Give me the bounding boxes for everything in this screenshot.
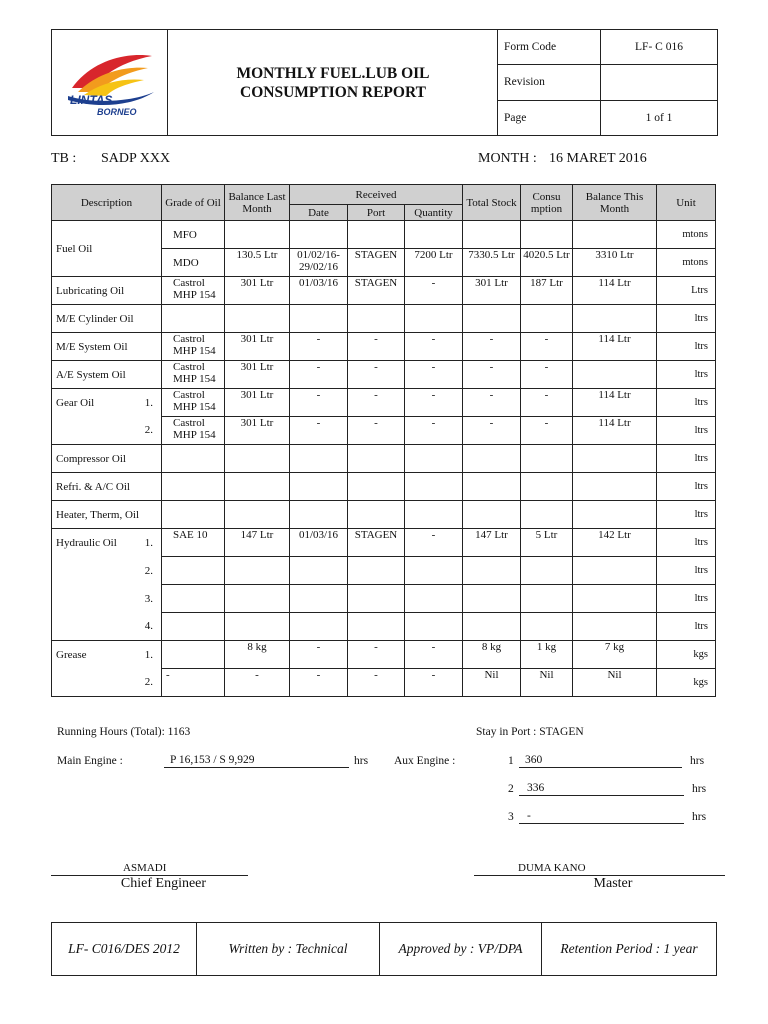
cell-grade: Castrol MHP 154 [162, 277, 225, 305]
cell-unit: kgs [657, 641, 716, 669]
table-row [52, 641, 716, 669]
revision-label: Revision [498, 65, 601, 100]
cell-grade: SAE 10 [162, 529, 225, 557]
cell-consumption: 187 Ltr [521, 277, 573, 305]
table-row [52, 417, 716, 445]
cell-balance-this: 114 Ltr [573, 389, 657, 417]
cell-balance-this [573, 361, 657, 389]
cell-consumption: 5 Ltr [521, 529, 573, 557]
row-desc-hydraulic-2 [52, 557, 162, 585]
row-desc-gear-oil [52, 389, 162, 417]
col-port: Port [348, 205, 405, 221]
cell-grade: Castrol MHP 154 [162, 333, 225, 361]
cell-total-stock: - [463, 389, 521, 417]
cell-quantity: - [405, 669, 463, 697]
cell-consumption: - [521, 361, 573, 389]
cell-port: - [348, 361, 405, 389]
cell-date: - [290, 361, 348, 389]
footer-written-by: Written by : Technical [197, 923, 380, 975]
col-grade: Grade of Oil [162, 185, 225, 221]
col-received: Received [290, 185, 463, 205]
row-desc-me-system-oil: M/E System Oil [52, 333, 162, 361]
month-value: 16 MARET 2016 [549, 151, 647, 166]
cell-balance-last: 301 Ltr [225, 417, 290, 445]
cell-date: - [290, 333, 348, 361]
cell-quantity: - [405, 361, 463, 389]
cell-port: - [348, 417, 405, 445]
cell-balance-this: 7 kg [573, 641, 657, 669]
cell-balance-this: 3310 Ltr [573, 249, 657, 277]
cell-unit: ltrs [657, 557, 716, 585]
cell-balance-last: 301 Ltr [225, 277, 290, 305]
chief-engineer-name: ASMADI [123, 862, 167, 874]
svg-text:LINTAS: LINTAS [70, 93, 113, 107]
aux-3-number: 3 [508, 811, 514, 823]
row-desc-hydraulic-3 [52, 585, 162, 613]
cell-quantity: - [405, 333, 463, 361]
cell-date: - [290, 417, 348, 445]
sub-row-number: 1. [144, 536, 153, 549]
hydraulic-oil-label: Hydraulic Oil [56, 536, 117, 549]
stay-in-port: Stay in Port : STAGEN [476, 726, 584, 738]
cell-unit: Ltrs [657, 277, 716, 305]
cell-balance-this: 114 Ltr [573, 277, 657, 305]
cell-grade: MFO [162, 221, 225, 249]
company-logo [52, 30, 168, 135]
cell-unit: ltrs [657, 613, 716, 641]
cell-balance-last: 8 kg [225, 641, 290, 669]
row-desc-ae-system-oil: A/E System Oil [52, 361, 162, 389]
cell-unit: ltrs [657, 417, 716, 445]
master-role: Master [593, 876, 633, 891]
master-name: DUMA KANO [518, 862, 586, 874]
cell-consumption: Nil [521, 669, 573, 697]
col-quantity: Quantity [405, 205, 463, 221]
row-desc-gear-oil-2 [52, 417, 162, 445]
table-row [52, 473, 716, 501]
cell-date: - [290, 389, 348, 417]
cell-grade: Castrol MHP 154 [162, 389, 225, 417]
cell-balance-last: - [225, 669, 290, 697]
cell-quantity: - [405, 529, 463, 557]
sub-row-number: 3. [144, 592, 153, 605]
report-header [51, 29, 718, 136]
cell-unit: ltrs [657, 445, 716, 473]
cell-total-stock: 301 Ltr [463, 277, 521, 305]
document-footer [51, 922, 717, 976]
cell-total-stock: - [463, 417, 521, 445]
page-value: 1 of 1 [601, 100, 718, 135]
title-line-1: MONTHLY FUEL.LUB OIL [236, 64, 430, 82]
row-desc-hydraulic-4 [52, 613, 162, 641]
row-desc-grease-2 [52, 669, 162, 697]
cell-quantity: - [405, 417, 463, 445]
cell-date: - [290, 669, 348, 697]
lintas-borneo-logo-icon [52, 30, 167, 135]
cell-quantity: - [405, 641, 463, 669]
aux-2-value: 336 [527, 782, 545, 794]
footer-code: LF- C016/DES 2012 [52, 923, 197, 975]
cell-total-stock: 8 kg [463, 641, 521, 669]
cell-consumption: 4020.5 Ltr [521, 249, 573, 277]
table-row [52, 585, 716, 613]
page-label: Page [498, 100, 601, 135]
cell-date: 01/02/16-29/02/16 [290, 249, 348, 277]
row-desc-heater-oil: Heater, Therm, Oil [52, 501, 162, 529]
cell-total-stock: - [463, 361, 521, 389]
sub-row-number: 2. [144, 564, 153, 577]
footer-retention-period: Retention Period : 1 year [560, 941, 698, 956]
cell-unit: ltrs [657, 305, 716, 333]
tb-value: SADP XXX [101, 151, 171, 166]
row-desc-lubricating-oil: Lubricating Oil [52, 277, 162, 305]
aux-1-value: 360 [525, 754, 543, 766]
cell-date: - [290, 641, 348, 669]
row-desc-compressor-oil: Compressor Oil [52, 445, 162, 473]
cell-grade: Castrol MHP 154 [162, 417, 225, 445]
cell-date: 01/03/16 [290, 529, 348, 557]
consumption-table [51, 184, 716, 697]
col-description: Description [52, 185, 162, 221]
row-desc-hydraulic-oil [52, 529, 162, 557]
cell-port: STAGEN [348, 249, 405, 277]
cell-balance-last: 147 Ltr [225, 529, 290, 557]
sub-row-number: 2. [144, 424, 153, 437]
cell-consumption: - [521, 389, 573, 417]
cell-quantity: - [405, 277, 463, 305]
cell-grade: MDO [162, 249, 225, 277]
report-title [168, 30, 498, 135]
cell-balance-last: 301 Ltr [225, 361, 290, 389]
main-engine-value [164, 754, 349, 768]
cell-port: - [348, 641, 405, 669]
table-row [52, 445, 716, 473]
running-hours-total: Running Hours (Total): 1163 [57, 726, 191, 738]
cell-quantity: - [405, 389, 463, 417]
chief-engineer-role: Chief Engineer [120, 876, 207, 891]
row-desc-refri-oil: Refri. & A/C Oil [52, 473, 162, 501]
gear-oil-label: Gear Oil [56, 396, 95, 409]
col-total-stock: Total Stock [463, 185, 521, 221]
cell-balance-this: 142 Ltr [573, 529, 657, 557]
grease-label: Grease [56, 648, 87, 661]
col-balance-last: Balance Last Month [225, 185, 290, 221]
sub-row-number: 2. [144, 676, 153, 689]
cell-port: - [348, 389, 405, 417]
svg-text:BORNEO: BORNEO [97, 107, 137, 117]
cell-total-stock: - [463, 333, 521, 361]
row-desc-grease [52, 641, 162, 669]
sub-row-number: 1. [144, 648, 153, 661]
cell-port: STAGEN [348, 529, 405, 557]
table-row [52, 221, 716, 249]
cell-unit: ltrs [657, 585, 716, 613]
cell-consumption: - [521, 417, 573, 445]
cell-balance-this: Nil [573, 669, 657, 697]
master-signature [474, 862, 725, 876]
cell-total-stock: Nil [463, 669, 521, 697]
col-unit: Unit [657, 185, 716, 221]
table-row [52, 613, 716, 641]
table-row [52, 333, 716, 361]
col-balance-this: Balance This Month [573, 185, 657, 221]
cell-balance-this: 114 Ltr [573, 333, 657, 361]
col-date: Date [290, 205, 348, 221]
sub-row-number: 4. [144, 620, 153, 633]
cell-grade: - [162, 669, 225, 697]
cell-port: - [348, 669, 405, 697]
cell-unit: ltrs [657, 529, 716, 557]
cell-consumption: 1 kg [521, 641, 573, 669]
cell-unit: ltrs [657, 389, 716, 417]
cell-unit: mtons [657, 221, 716, 249]
aux-2-number: 2 [508, 783, 514, 795]
cell-balance-last: 130.5 Ltr [225, 249, 290, 277]
cell-unit: kgs [657, 669, 716, 697]
table-row [52, 557, 716, 585]
aux-1-field [519, 754, 682, 768]
cell-unit: ltrs [657, 473, 716, 501]
table-row [52, 305, 716, 333]
cell-total-stock: 147 Ltr [463, 529, 521, 557]
aux-2-hrs: hrs [692, 783, 707, 795]
table-row [52, 501, 716, 529]
aux-1-hrs: hrs [690, 755, 705, 767]
form-meta-table [497, 30, 717, 135]
month-label: MONTH : [478, 151, 537, 166]
aux-3-value: - [527, 810, 531, 822]
cell-unit: ltrs [657, 501, 716, 529]
aux-engine-label: Aux Engine : [394, 755, 456, 767]
col-consumption: Consu mption [521, 185, 573, 221]
cell-date: 01/03/16 [290, 277, 348, 305]
aux-2-field [519, 782, 684, 796]
aux-3-field [519, 810, 684, 824]
title-line-2: CONSUMPTION REPORT [240, 83, 426, 101]
sub-row-number: 1. [144, 396, 153, 409]
table-row [52, 277, 716, 305]
revision-value [601, 65, 718, 100]
cell-grade: Castrol MHP 154 [162, 361, 225, 389]
cell-balance-this: 114 Ltr [573, 417, 657, 445]
row-desc-fuel-oil: Fuel Oil [52, 221, 162, 277]
cell-port: - [348, 333, 405, 361]
chief-engineer-signature [51, 862, 248, 876]
footer-approved-by: Approved by : VP/DPA [380, 923, 542, 975]
table-row [52, 669, 716, 697]
cell-unit: mtons [657, 249, 716, 277]
cell-unit: ltrs [657, 333, 716, 361]
main-engine-label: Main Engine : [57, 755, 123, 767]
table-row [52, 389, 716, 417]
cell-total-stock: 7330.5 Ltr [463, 249, 521, 277]
cell-grade [162, 641, 225, 669]
table-row [52, 529, 716, 557]
cell-balance-last: 301 Ltr [225, 389, 290, 417]
main-engine-hours: P 16,153 / S 9,929 [170, 754, 255, 766]
table-row [52, 361, 716, 389]
aux-1-number: 1 [508, 755, 514, 767]
main-engine-hrs: hrs [354, 755, 369, 767]
cell-quantity: 7200 Ltr [405, 249, 463, 277]
aux-3-hrs: hrs [692, 811, 707, 823]
cell-unit: ltrs [657, 361, 716, 389]
row-desc-me-cylinder-oil: M/E Cylinder Oil [52, 305, 162, 333]
cell-balance-last: 301 Ltr [225, 333, 290, 361]
tb-label: TB : [51, 151, 77, 166]
cell-consumption: - [521, 333, 573, 361]
form-code-value: LF- C 016 [601, 30, 718, 65]
cell-port: STAGEN [348, 277, 405, 305]
form-code-label: Form Code [498, 30, 601, 65]
